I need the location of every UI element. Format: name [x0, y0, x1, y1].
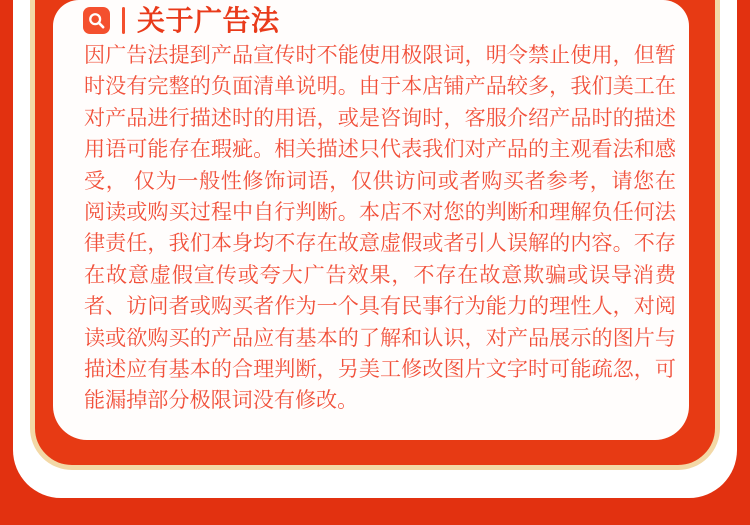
ad-law-content-card — [53, 0, 689, 440]
card-header — [83, 6, 280, 35]
disclaimer-text: 因广告法提到产品宣传时不能使用极限词，明令禁止使用，但暂时没有完整的负面清单说明。由于本店铺产品较多，我们美工在对产品进行描述时的用语，或是咨询时，客服介绍产品时的描述用语可能存在瑕疵。相关描述只代表我们对产品的主观看法和感受， 仅为一般性修饰词语，仅供访问或者购买者参考，请您在阅读或购买过程中自行判断。本店不对您的判断和理解负任何法律责任，我们本身均不存在故意虚假或者引人误解的内容。不存在故意虚假宣传或夸大广告效果，不存在故意欺骗或误导消费者、访问者或购买者作为一个具有民事行为能力的理性人，对阅读或欲购买的产品应有基本的了解和认识，对产品展示的图片与描述应有基本的合理判断，另美工修改图片文字时可能疏忽，可能漏掉部分极限词没有修改。 — [84, 44, 676, 413]
header-divider — [122, 7, 125, 34]
search-icon — [83, 7, 110, 34]
page-title: 关于广告法 — [137, 5, 280, 36]
